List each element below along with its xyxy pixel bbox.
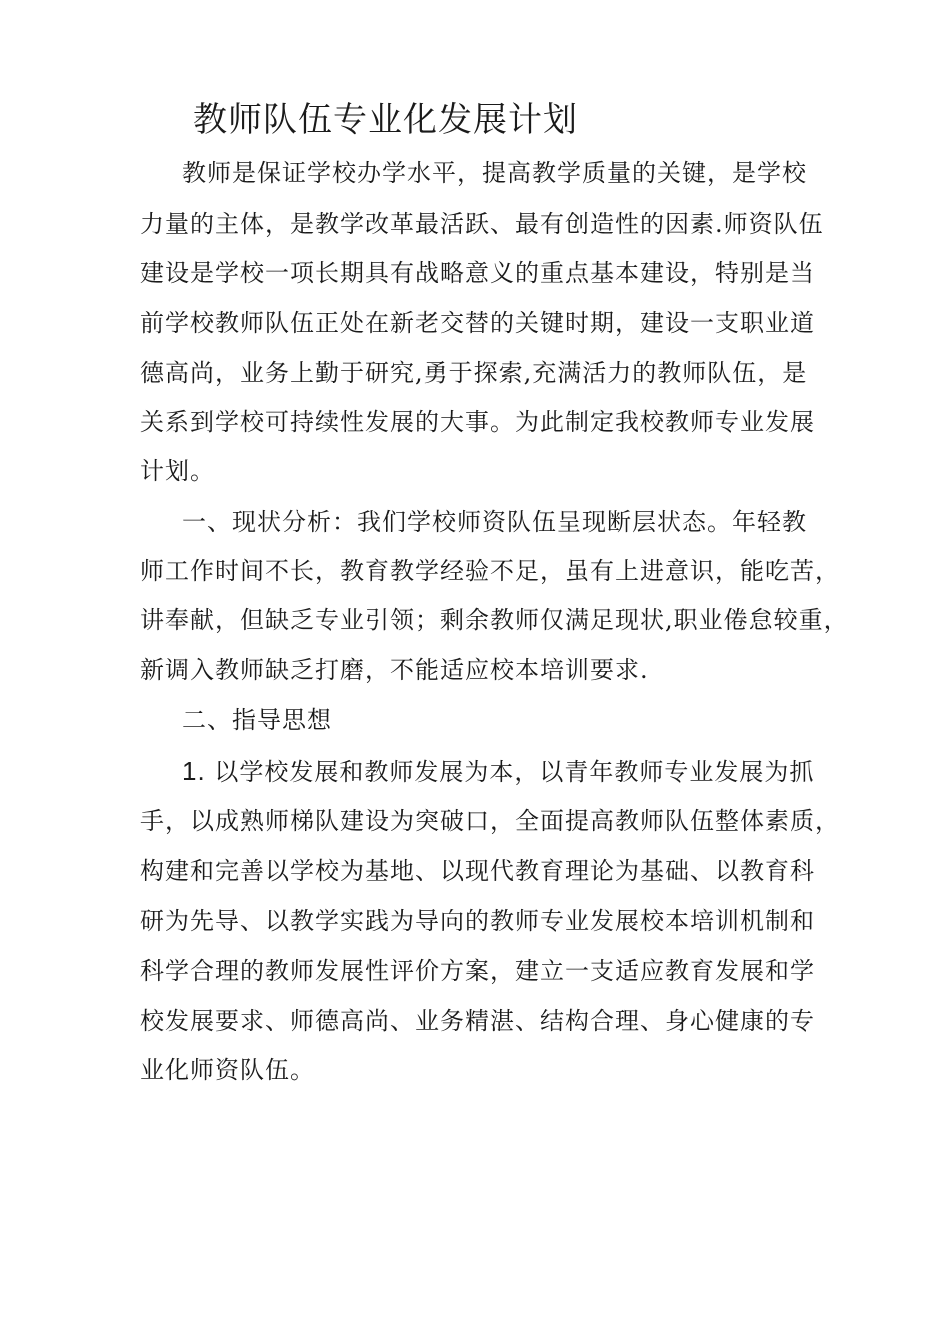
- item1-line-4: 研为先导、以教学实践为导向的教师专业发展校本培训机制和: [140, 907, 815, 935]
- section2-heading: 二、指导思想: [182, 706, 332, 734]
- item1-number: 1.: [182, 756, 206, 786]
- item1-line-2: 手，以成熟师梯队建设为突破口，全面提高教师队伍整体素质，: [140, 807, 840, 835]
- item1-line-1: [182, 756, 814, 787]
- intro-line-1: 教师是保证学校办学水平，提高教学质量的关键，是学校: [182, 159, 807, 187]
- section1-line-2: 师工作时间不长，教育教学经验不足，虽有上进意识，能吃苦，: [140, 557, 840, 585]
- document-title: 教师队伍专业化发展计划: [193, 100, 578, 140]
- intro-line-4: 前学校教师队伍正处在新老交替的关键时期，建设一支职业道: [140, 309, 815, 337]
- section1-line-4: 新调入教师缺乏打磨，不能适应校本培训要求.: [140, 656, 649, 684]
- intro-line-7: 计划。: [140, 457, 215, 485]
- section1-line-3: 讲奉献，但缺乏专业引领；剩余教师仅满足现状,职业倦怠较重，: [140, 606, 849, 634]
- item1-line-1-text: 以学校发展和教师发展为本，以青年教师专业发展为抓: [214, 758, 815, 786]
- section1-line-1: 一、现状分析：我们学校师资队伍呈现断层状态。年轻教: [182, 508, 807, 536]
- item1-line-6: 校发展要求、师德高尚、业务精湛、结构合理、身心健康的专: [140, 1007, 815, 1035]
- intro-line-5: 德高尚，业务上勤于研究,勇于探索,充满活力的教师队伍，是: [140, 359, 808, 387]
- intro-line-6: 关系到学校可持续性发展的大事。为此制定我校教师专业发展: [140, 408, 815, 436]
- intro-line-2: 力量的主体，是教学改革最活跃、最有创造性的因素.师资队伍: [140, 210, 824, 238]
- item1-line-3: 构建和完善以学校为基地、以现代教育理论为基础、以教育科: [140, 857, 815, 885]
- intro-line-3: 建设是学校一项长期具有战略意义的重点基本建设，特别是当: [140, 259, 815, 287]
- item1-line-7: 业化师资队伍。: [140, 1056, 315, 1084]
- item1-line-5: 科学合理的教师发展性评价方案，建立一支适应教育发展和学: [140, 957, 815, 985]
